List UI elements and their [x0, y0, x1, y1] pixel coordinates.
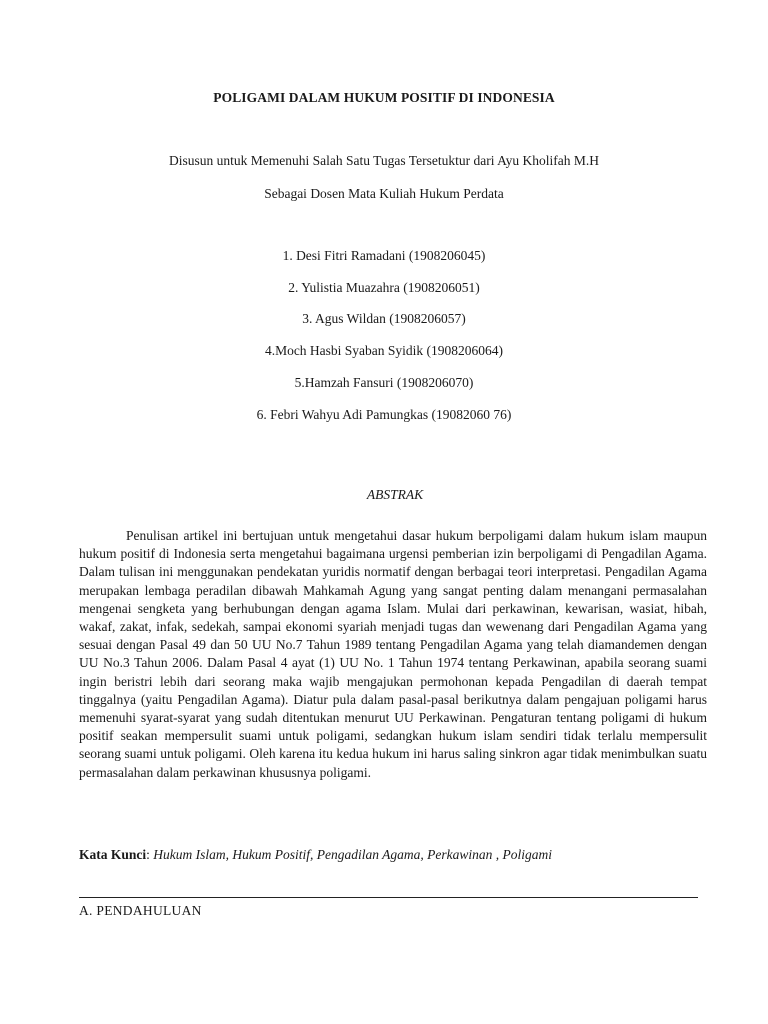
author-line: 1. Desi Fitri Ramadani (1908206045): [282, 248, 486, 263]
keywords-line: [79, 847, 552, 863]
keywords-list: Hukum Islam, Hukum Positif, Pengadilan Agama, Perkawinan , Poligami: [153, 847, 552, 862]
subtitle-line-1: Disusun untuk Memenuhi Salah Satu Tugas Tersetuktur dari Ayu Kholifah M.H: [169, 153, 599, 168]
section-heading: A. PENDAHULUAN: [79, 903, 202, 918]
abstract-text: Penulisan artikel ini bertujuan untuk mengetahui dasar hukum berpoligami dalam hukum islam maupun hukum positif di Indonesia serta mengetahui bagaimana urgensi pemberian izin berpoligami di Pengadilan Agama. Dalam tulisan ini menggunakan pendekatan yuridis normatif dengan berbagai teori interpretasi. Pengadilan Agama merupakan lembaga peradilan dibawah Mahkamah Agung yang sangat penting dalam menangani permasalahan mengenai sengketa yang berhubungan dengan agama Islam. Mulai dari perkawinan, kewarisan, wasiat, hibah, wakaf, zakat, infak, sedekah, sampai ekonomi syariah menjadi tugas dan wewenang dari Pengadilan Agama yang sesuai dengan Pasal 49 dan 50 UU No.7 Tahun 1989 tentang Pengadilan Agama yang telah diamandemen dengan UU No.3 Tahun 2006. Dalam Pasal 4 ayat (1) UU No. 1 Tahun 1974 tentang Perkawinan, apabila seorang suami ingin beristri lebih dari seorang maka wajib mengajukan permohonan kepada Pengadilan di daerah tempat tinggalnya (yaitu Pengadilan Agama). Diatur pula dalam pasal-pasal berikutnya dalam pengajuan poligami harus memenuhi syarat-syarat yang sudah ditentukan menurut UU Perkawinan. Pengaturan tentang poligami di hukum positif seakan mempersulit suami untuk poligami, sedangkan hukum islam sendiri tidak terlalu mempersulit seorang suami untuk poligami. Oleh karena itu kedua hukum ini harus saling sinkron agar tidak menimbulkan suatu permasalahan dalam perkawinan khususnya poligami.: [79, 528, 707, 780]
author-line: 5.Hamzah Fansuri (1908206070): [294, 375, 474, 390]
document-title: POLIGAMI DALAM HUKUM POSITIF DI INDONESIA: [213, 90, 555, 105]
author-line: 3. Agus Wildan (1908206057): [302, 311, 466, 326]
section-divider: [79, 897, 698, 898]
author-line: 4.Moch Hasbi Syaban Syidik (1908206064): [264, 343, 504, 358]
subtitle-line-2: Sebagai Dosen Mata Kuliah Hukum Perdata: [264, 186, 504, 201]
abstract-heading: ABSTRAK: [366, 487, 424, 502]
author-line: 6. Febri Wahyu Adi Pamungkas (19082060 76): [256, 407, 512, 422]
author-line: 2. Yulistia Muazahra (1908206051): [288, 280, 480, 295]
keywords-label: Kata Kunci: [79, 847, 147, 862]
keywords-separator: :: [146, 847, 154, 862]
